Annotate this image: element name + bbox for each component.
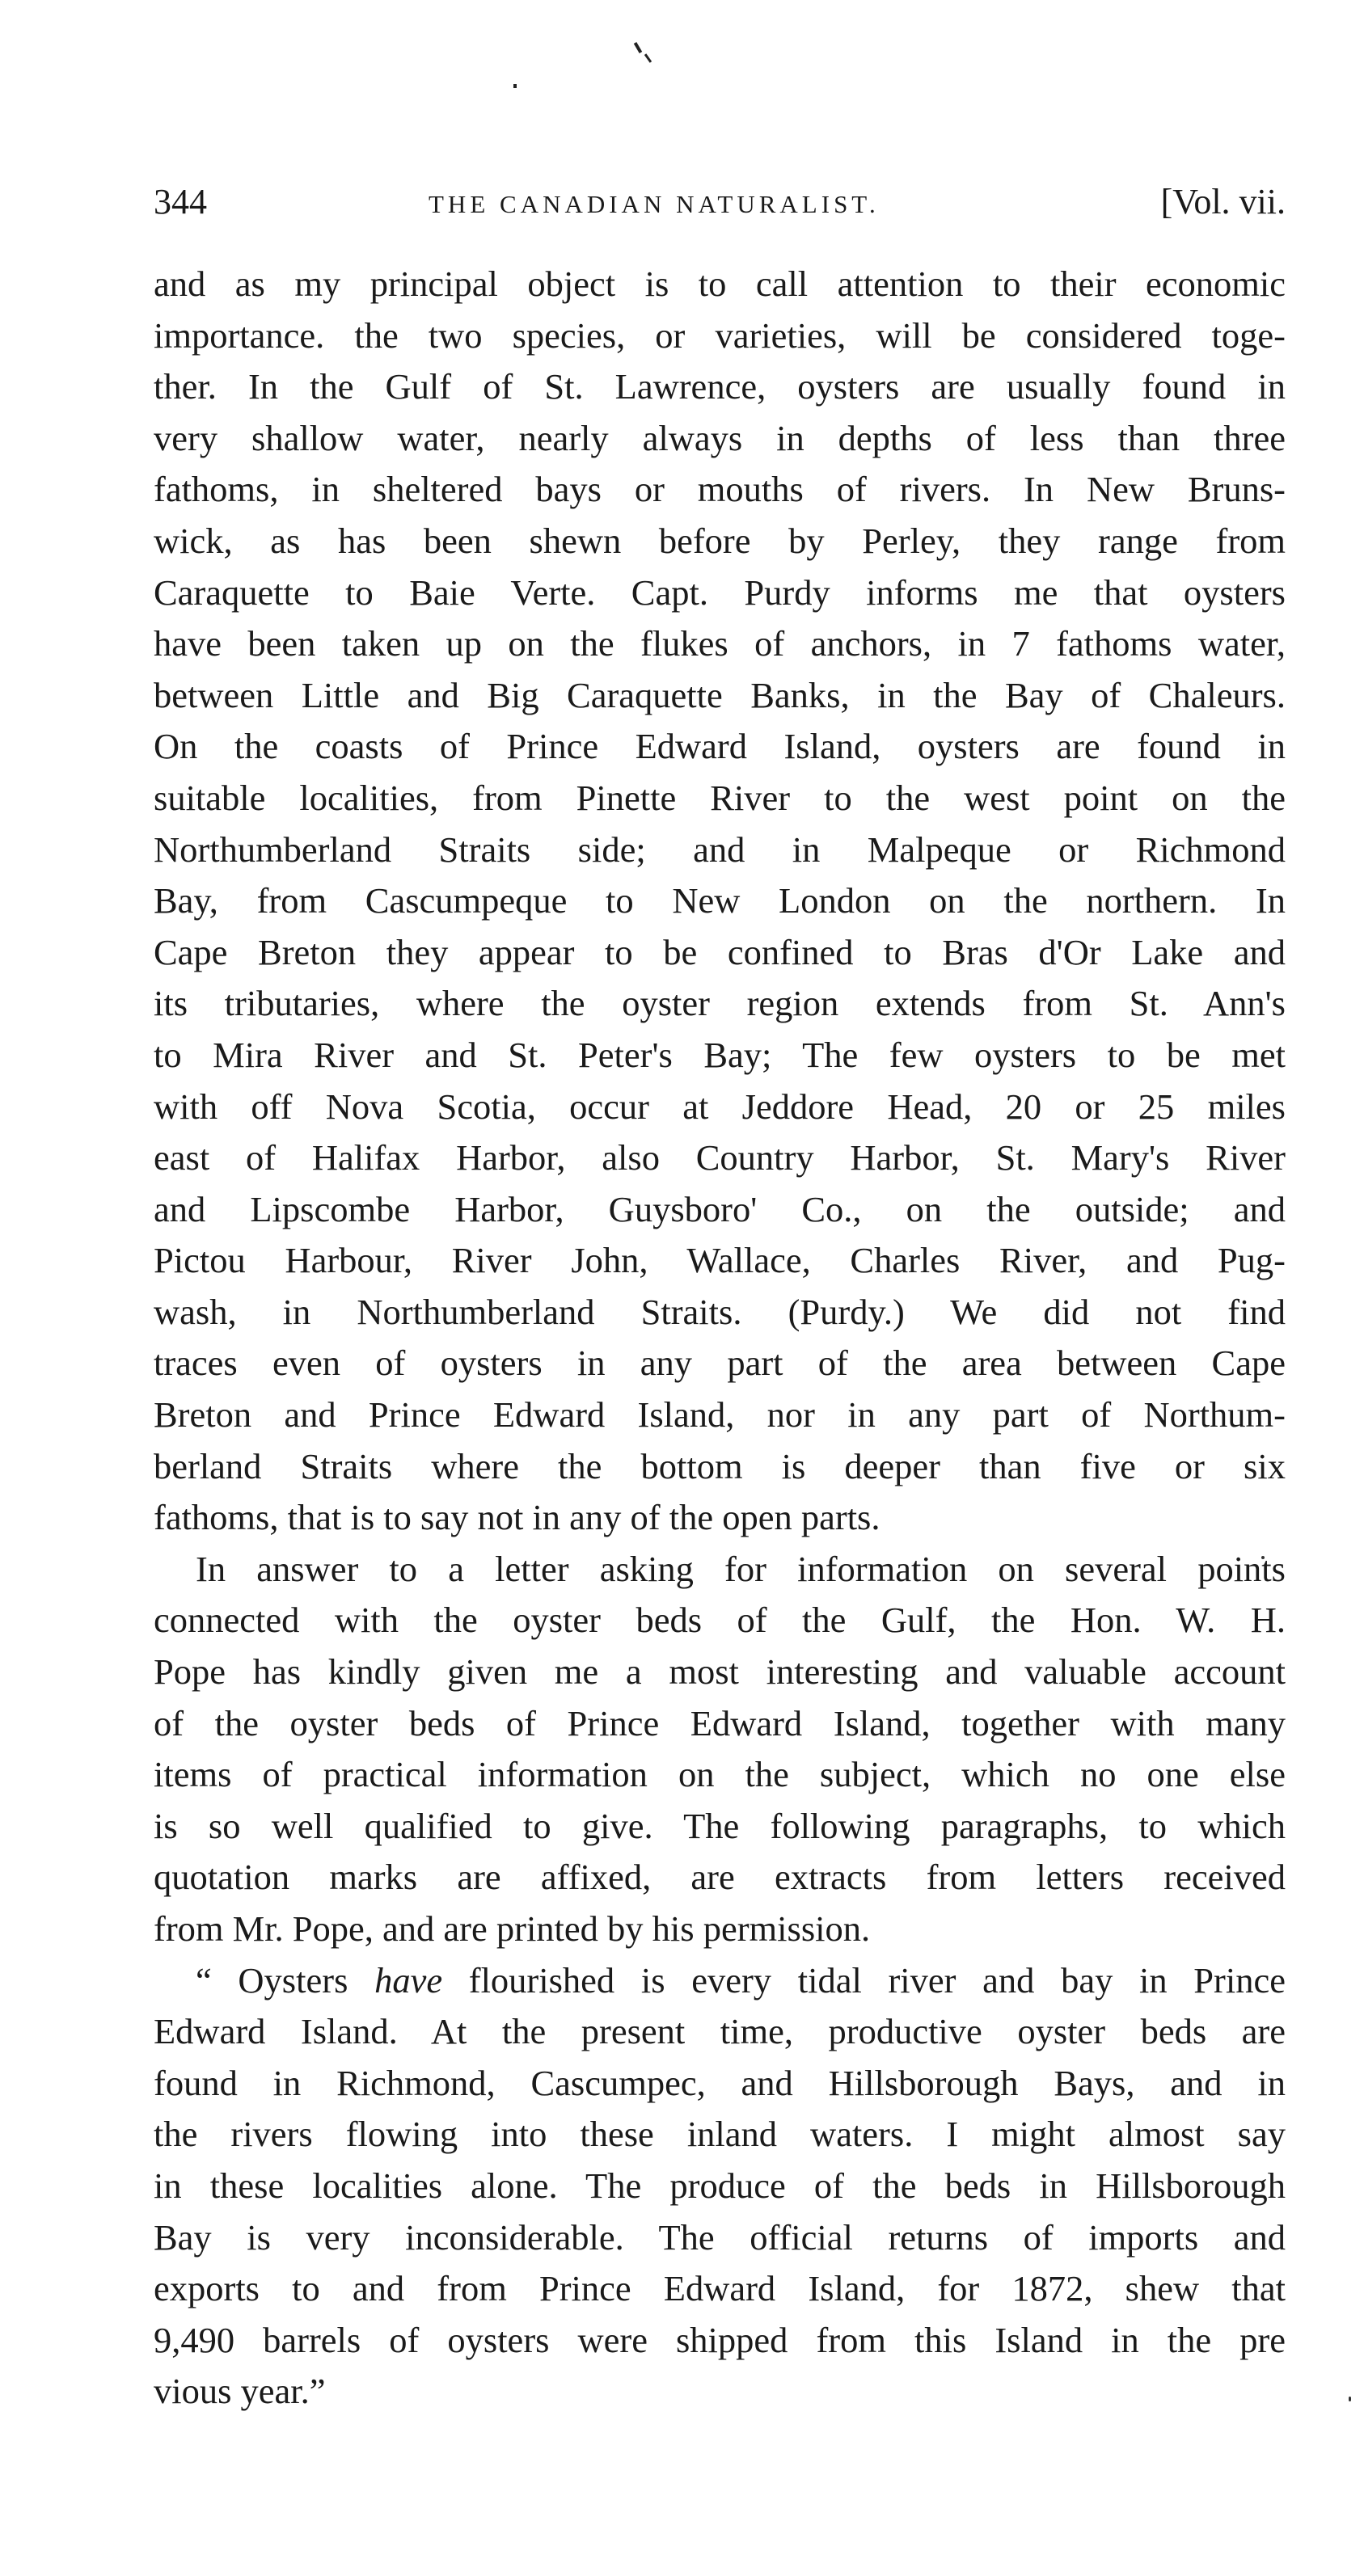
text-line: of the oyster beds of Prince Edward Island, together with many [154,1702,1286,1743]
page-number: 344 [154,182,207,221]
text-line: ther. In the Gulf of St. Lawrence, oysters are usually found in [154,366,1286,407]
scan-speck [644,53,652,63]
body-text [154,259,1286,2418]
text-line: Cape Breton they appear to be confined to Bras d'Or Lake and [154,931,1286,972]
text-line: On the coasts of Prince Edward Island, oysters are found in [154,726,1286,767]
text-line: Northumberland Straits side; and in Malpeque or Richmond [154,828,1286,870]
text-line: found in Richmond, Cascumpec, and Hillsborough Bays, and in [154,2062,1286,2103]
text-line: with off Nova Scotia, occur at Jeddore Head, 20 or 25 miles [154,1086,1286,1127]
text-line: Bay, from Cascumpeque to New London on the northern. In [154,880,1286,921]
text-line: in these localities alone. The produce of the beds in Hillsborough [154,2165,1286,2206]
paragraph [154,259,1286,1544]
text-line: fathoms, that is to say not in any of the open parts. [154,1497,880,1538]
text-line: 9,490 barrels of oysters were shipped from this Island in the pre [154,2319,1286,2360]
text-line: Breton and Prince Edward Island, nor in any part of Northum- [154,1394,1286,1436]
text-line: Bay is very inconsiderable. The official returns of imports and [154,2216,1286,2258]
running-title: THE CANADIAN NATURALIST. [429,190,880,218]
paragraph [154,1544,1286,1955]
text-line: from Mr. Pope, and are printed by his permission. [154,1908,871,1949]
text-line: east of Halifax Harbor, also Country Harbor, St. Mary's River [154,1137,1286,1178]
text-line: traces even of oysters in any part of the area between Cape [154,1343,1286,1384]
text-line: exports to and from Prince Edward Island, for 1872, shew that [154,2268,1286,2309]
scan-speck [513,84,517,88]
text-line: items of practical information on the subject, which no one else [154,1754,1286,1795]
scan-speck [634,42,642,53]
text-line: importance. the two species, or varieties, will be considered toge- [154,314,1286,356]
text-line: fathoms, in sheltered bays or mouths of rivers. In New Bruns- [154,469,1286,510]
text-line: Pope has kindly given me a most interesting and valuable account [154,1651,1286,1693]
text-line: the rivers flowing into these inland waters. I might almost say [154,2114,1286,2155]
text-line: vious year.” [154,2371,326,2412]
scan-speck [1349,2397,1351,2401]
text-line: between Little and Big Caraquette Banks, in the Bay of Chaleurs. [154,674,1286,715]
text-line: In answer to a letter asking for information on several points [196,1548,1286,1589]
text-line: berland Straits where the bottom is deeper than five or six [154,1445,1286,1486]
text-line: and as my principal object is to call attention to their economic [154,264,1286,304]
emphasis: have [374,1959,443,2001]
text-line: suitable localities, from Pinette River to the west point on the [154,777,1286,818]
text-line: to Mira River and St. Peter's Bay; The few oysters to be met [154,1034,1286,1075]
text-line: Pictou Harbour, River John, Wallace, Charles River, and Pug- [154,1240,1286,1281]
text-line: have been taken up on the flukes of anchors, in 7 fathoms water, [154,623,1286,664]
text-line: Edward Island. At the present time, productive oyster beds are [154,2011,1286,2052]
text-line: wick, as has been shewn before by Perley, they range from [154,520,1286,561]
text-line: connected with the oyster beds of the Gulf, the Hon. W. H. [154,1600,1286,1641]
text-line: wash, in Northumberland Straits. (Purdy.) We did not find [154,1291,1286,1332]
volume-label: [Vol. vii. [1160,182,1286,221]
text-line: very shallow water, nearly always in depths of less than three [154,417,1286,458]
text-line: Caraquette to Baie Verte. Capt. Purdy informs me that oysters [154,571,1286,613]
text-line: and Lipscombe Harbor, Guysboro' Co., on the outside; and [154,1188,1286,1229]
text-line: “ Oysters have flourished is every tidal river and bay in Prince [196,1959,1286,2001]
text-line: its tributaries, where the oyster region extends from St. Ann's [154,983,1286,1024]
text-line: is so well qualified to give. The following paragraphs, to which [154,1805,1286,1846]
running-header [154,178,1286,234]
text-line: quotation marks are affixed, are extracts from letters received [154,1857,1286,1898]
paragraph [154,1955,1286,2418]
